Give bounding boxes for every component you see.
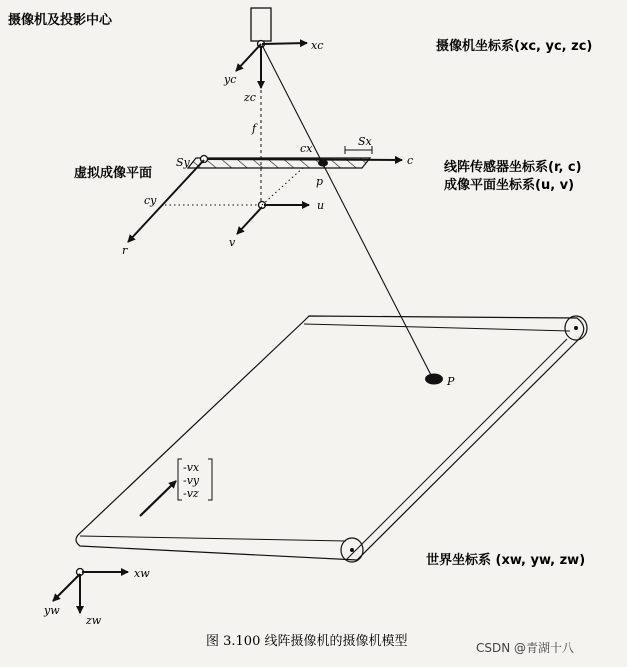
- conveyor-belt: [76, 316, 584, 560]
- velocity-bracket-right: [208, 459, 212, 500]
- label-yc: yc: [224, 73, 237, 86]
- label-v: v: [229, 236, 236, 249]
- label-cx: cx: [300, 142, 313, 155]
- label-cy: cy: [144, 194, 157, 207]
- image-plane-coords-title: 成像平面坐标系(u, v): [444, 178, 575, 193]
- image-point-p: [318, 160, 328, 167]
- label-u: u: [317, 199, 325, 212]
- label-xw: xw: [134, 567, 150, 580]
- label-vel-x: -vx: [183, 461, 200, 474]
- front-roller-axle: [350, 548, 354, 552]
- yc-axis: [236, 44, 261, 71]
- label-sx: Sx: [358, 135, 372, 148]
- watermark: CSDN @青湖十八: [476, 641, 575, 655]
- label-f: f: [252, 122, 257, 135]
- cx-guide: [262, 166, 305, 205]
- camera-body: [251, 8, 271, 41]
- virtual-plane-title: 虚拟成像平面: [74, 166, 153, 181]
- projection-ray: [262, 45, 433, 379]
- xc-axis: [262, 43, 307, 44]
- label-c: c: [407, 154, 414, 167]
- label-yw: yw: [44, 604, 60, 617]
- projection-center-title: 摄像机及投影中心: [8, 13, 113, 28]
- label-zc: zc: [244, 91, 256, 104]
- label-xc: xc: [311, 39, 324, 52]
- label-vel-y: -vy: [183, 474, 200, 487]
- yw-axis: [53, 574, 80, 601]
- belt-right-inner: [346, 339, 567, 560]
- label-zw: zw: [86, 614, 102, 627]
- v-axis: [237, 207, 262, 234]
- sensor-coords-title: 线阵传感器坐标系(r, c): [444, 160, 582, 175]
- label-p: p: [316, 175, 324, 188]
- world-coords-title: 世界坐标系 (xw, yw, zw): [426, 553, 586, 568]
- figure-caption: 图 3.100 线阵摄像机的摄像机模型: [206, 634, 408, 649]
- c-axis: [204, 159, 402, 160]
- velocity-arrow: [140, 481, 176, 516]
- camera-coords-title: 摄像机坐标系(xc, yc, zc): [436, 39, 593, 54]
- belt-top-edge-inner: [304, 324, 570, 331]
- belt-bottom-edge-inner: [80, 536, 346, 541]
- label-sy: Sy: [176, 156, 190, 169]
- label-vel-z: -vz: [183, 487, 199, 500]
- back-roller-axle: [574, 326, 578, 330]
- label-P: P: [447, 375, 455, 388]
- scene-point-P: [425, 374, 443, 385]
- label-r: r: [122, 244, 128, 257]
- velocity-bracket-left: [178, 459, 182, 500]
